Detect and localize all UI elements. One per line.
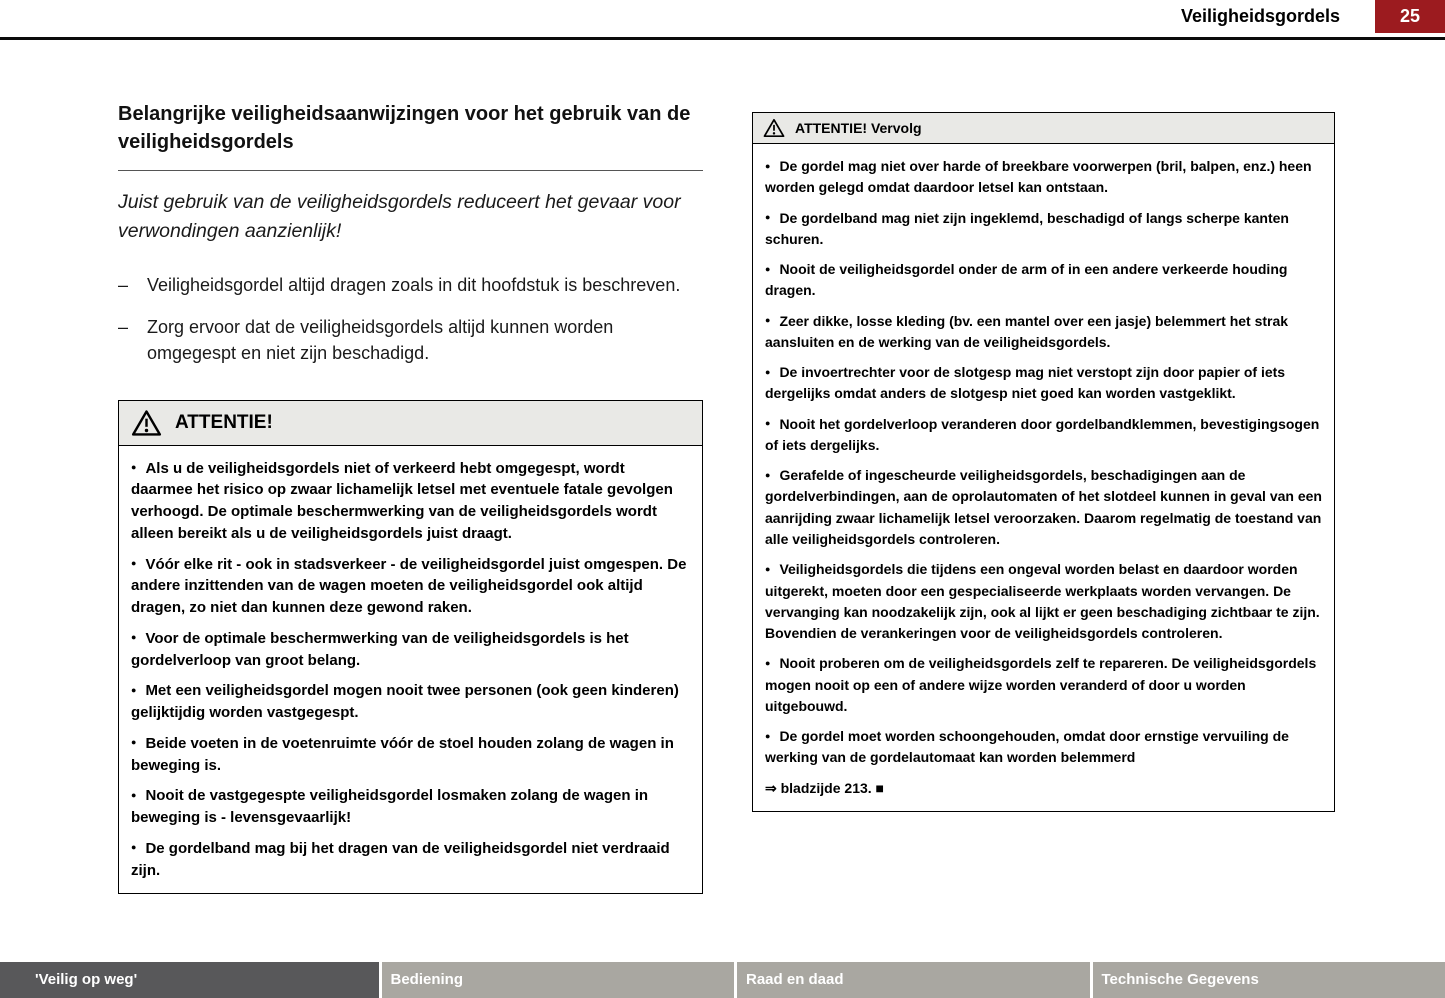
attention-item-text: De gordel mag niet over harde of breekbare voorwerpen (bril, balpen, enz.) heen worden gelegd omdat daardoor letsel kan ontstaan. xyxy=(765,158,1312,196)
attention-item-text: De gordelband mag bij het dragen van de veiligheidsgordel niet verdraaid zijn. xyxy=(131,839,670,879)
attention-item xyxy=(131,785,690,829)
attention-item xyxy=(765,259,1322,302)
bullet-icon: ● xyxy=(131,558,137,569)
attention-item xyxy=(765,653,1322,717)
attention-continued-box xyxy=(752,112,1335,812)
attention-item xyxy=(765,465,1322,550)
attention-item-text: De gordel moet worden schoongehouden, omdat door ernstige vervuiling de werking van de gordelautomaat kan worden belemmerd xyxy=(765,728,1289,766)
attention-item-text: Als u de veiligheidsgordels niet of verkeerd hebt omgegespt, wordt daarmee het risico op zwaar lichamelijk letsel met eventuele fatale gevolgen verhoogd. De optimale beschermwerking van de veiligheidsgordels wordt alleen bereikt als u de veiligheidsgordels juist draagt. xyxy=(131,459,673,542)
bullet-icon: ● xyxy=(765,315,771,326)
bullet-icon: ● xyxy=(131,632,137,643)
attention-box-header xyxy=(753,113,1334,144)
attention-item-text: Vóór elke rit - ook in stadsverkeer - de veiligheidsgordel juist omgespen. De andere inzittenden van de wagen moeten de veiligheidsgordel ook altijd dragen, zo niet dan kunnen deze gewond raken. xyxy=(131,555,687,617)
lead-paragraph: Juist gebruik van de veiligheidsgordels reduceert het gevaar voor verwondingen aanzienlijk! xyxy=(118,190,681,243)
left-column xyxy=(118,100,703,894)
bullet-icon: ● xyxy=(131,842,137,853)
attention-item-text: Beide voeten in de voetenruimte vóór de stoel houden zolang de wagen in beweging is. xyxy=(131,734,674,774)
attention-box-body xyxy=(119,446,702,894)
attention-box-header xyxy=(119,401,702,446)
attention-box-body xyxy=(753,144,1334,811)
bullet-icon: ● xyxy=(765,263,771,274)
attention-item-text: Nooit proberen om de veiligheidsgordels zelf te repareren. De veiligheidsgordels mogen nooit op een of andere wijze worden veranderd of door u worden uitgebouwd. xyxy=(765,655,1317,714)
footer-tab-raad-en-daad: Raad en daad xyxy=(737,962,1090,998)
attention-item xyxy=(131,554,690,619)
attention-item xyxy=(765,156,1322,199)
attention-item xyxy=(131,680,690,724)
attention-item-text: Nooit de vastgegespte veiligheidsgordel losmaken zolang de wagen in beweging is - levensgevaarlijk! xyxy=(131,787,649,827)
bullet-icon: ● xyxy=(765,469,771,480)
dash-icon: – xyxy=(118,275,129,296)
footer-tabs xyxy=(0,962,1445,998)
attention-item-text: Nooit de veiligheidsgordel onder de arm of in een andere verkeerde houding dragen. xyxy=(765,261,1288,299)
page-reference: ⇒ bladzijde 213. ■ xyxy=(765,779,884,796)
dash-icon: – xyxy=(118,317,129,338)
page-number: 25 xyxy=(1399,6,1421,26)
attention-item xyxy=(765,362,1322,405)
page-number-badge xyxy=(1375,0,1445,33)
attention-item xyxy=(765,208,1322,251)
bullet-icon: ● xyxy=(765,730,771,741)
page-heading: Belangrijke veiligheidsaanwijzingen voor het gebruik van de veiligheidsgordels xyxy=(118,100,703,171)
list-item xyxy=(118,272,703,298)
header-divider xyxy=(0,37,1445,40)
bullet-icon: ● xyxy=(131,684,137,695)
list-item xyxy=(118,314,703,366)
bullet-icon: ● xyxy=(131,737,137,748)
attention-item-text: De gordelband mag niet zijn ingeklemd, beschadigd of langs scherpe kanten schuren. xyxy=(765,209,1289,247)
attention-item xyxy=(131,733,690,777)
attention-item-text: Nooit het gordelverloop veranderen door gordelbandklemmen, bevestigingsogen of iets dergelijks. xyxy=(765,415,1320,453)
attention-item-text: De invoertrechter voor de slotgesp mag niet verstopt zijn door papier of iets dergelijks omdat anders de slotgesp niet goed kan worden vastgeklikt. xyxy=(765,364,1286,402)
right-column xyxy=(752,112,1335,812)
bullet-icon: ● xyxy=(765,418,771,429)
attention-item-text: Veiligheidsgordels die tijdens een ongeval worden belast en daardoor worden uitgerekt, moeten door een gespecialiseerde werkplaats worden vervangen. De vervanging kan noodzakelijk zijn, ook al lijkt er geen beschadiging zichtbaar te zijn. Bovendien de verankeringen voor de veiligheidsgordels controleren. xyxy=(765,561,1320,642)
bullet-icon: ● xyxy=(131,462,137,473)
list-item-text: Veiligheidsgordel altijd dragen zoals in dit hoofdstuk is beschreven. xyxy=(147,275,681,296)
bullet-icon: ● xyxy=(765,160,771,171)
attention-box-title: ATTENTIE! xyxy=(175,411,273,433)
attention-item xyxy=(765,559,1322,644)
attention-item xyxy=(131,838,690,882)
bullet-icon: ● xyxy=(765,657,771,668)
attention-item-text: Met een veiligheidsgordel mogen nooit twee personen (ook geen kinderen) gelijktijdig worden vastgegespt. xyxy=(131,682,679,722)
attention-item xyxy=(765,726,1322,769)
attention-item xyxy=(765,311,1322,354)
footer-tab-bediening: Bediening xyxy=(382,962,735,998)
bullet-icon: ● xyxy=(131,789,137,800)
bullet-icon: ● xyxy=(765,212,771,223)
attention-box xyxy=(118,400,703,895)
bullet-icon: ● xyxy=(765,366,771,377)
warning-triangle-icon xyxy=(131,409,162,437)
attention-item-text: Voor de optimale beschermwerking van de veiligheidsgordels is het gordelverloop van groot belang. xyxy=(131,629,629,669)
attention-item-text: Zeer dikke, losse kleding (bv. een mantel over een jasje) belemmert het strak aansluiten en de werking van de veiligheidsgordels. xyxy=(765,312,1289,350)
attention-item-text: Gerafelde of ingescheurde veiligheidsgordels, beschadigingen aan de gordelverbindingen, aan de oprolautomaten of het slotdeel kunnen in geval van een aanrijding zwaar lichamelijk letsel veroorzaken. Daarom regelmatig de toestand van alle veiligheidsgordels controleren. xyxy=(765,467,1322,547)
attention-item xyxy=(131,458,690,545)
bullet-icon: ● xyxy=(765,563,771,574)
warning-triangle-icon xyxy=(763,118,785,138)
attention-box-title: ATTENTIE! Vervolg xyxy=(795,120,922,136)
footer-tab-veilig-op-weg: 'Veilig op weg' xyxy=(0,962,379,998)
list-item-text: Zorg ervoor dat de veiligheidsgordels altijd kunnen worden omgegespt en niet zijn beschadigd. xyxy=(147,317,614,364)
attention-item xyxy=(765,414,1322,457)
footer-tab-technische-gegevens: Technische Gegevens xyxy=(1093,962,1445,998)
section-title: Veiligheidsgordels xyxy=(1180,6,1340,26)
attention-item xyxy=(131,628,690,672)
